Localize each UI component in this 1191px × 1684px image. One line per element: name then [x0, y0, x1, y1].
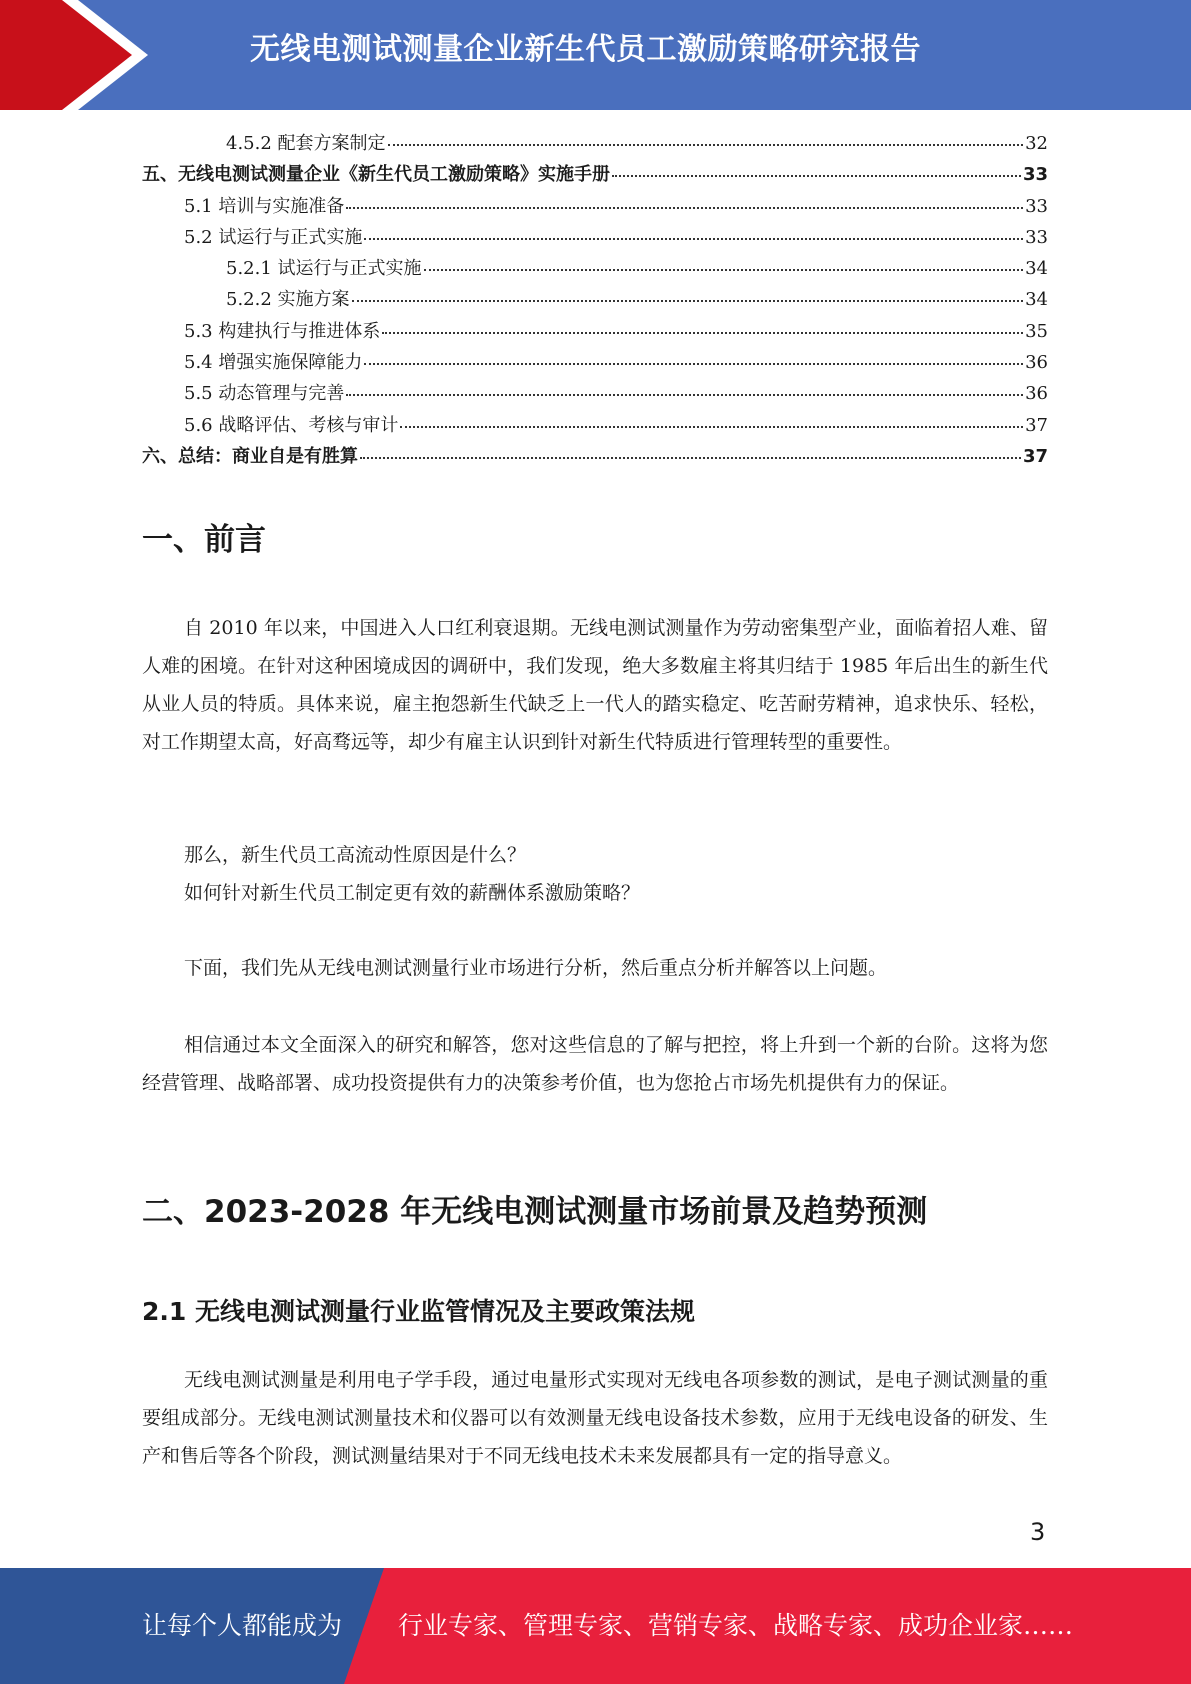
toc-entry-page: 37 [1025, 414, 1048, 436]
toc-entry-title: 5.2 试运行与正式实施 [184, 226, 363, 248]
section-heading-preface: 一、前言 [142, 522, 266, 558]
preface-question-1: 那么，新生代员工高流动性原因是什么？ [184, 844, 527, 866]
toc-entry-page: 34 [1025, 289, 1048, 311]
toc-entry-page: 33 [1022, 164, 1048, 186]
toc-leader-dots [360, 457, 1021, 459]
table-of-contents [142, 129, 1048, 473]
toc-entry-title: 4.5.2 配套方案制定 [226, 133, 386, 154]
toc-leader-dots [388, 144, 1024, 146]
footer-slogan-right: 行业专家、管理专家、营销专家、战略专家、成功企业家…… [398, 1611, 1074, 1640]
section-heading-market-outlook: 二、2023-2028 年无线电测试测量市场前景及趋势预测 [142, 1194, 928, 1230]
toc-entry-title: 5.3 构建执行与推进体系 [184, 320, 381, 342]
toc-leader-dots [352, 300, 1024, 302]
toc-entry-title: 5.2.1 试运行与正式实施 [226, 258, 422, 280]
page-footer [0, 1568, 1191, 1684]
toc-entry-title: 5.4 增强实施保障能力 [184, 352, 363, 374]
toc-entry-title: 5.6 战略评估、考核与审计 [184, 414, 399, 436]
preface-paragraph-1: 自 2010 年以来，中国进入人口红利衰退期。无线电测试测量作为劳动密集型产业，面临着招人难、留人难的困境。在针对这种困境成因的调研中，我们发现，绝大多数雇主将其归结于 1985 年后出生的新生代从业人员的特质。具体来说，雇主抱怨新生代缺乏上一代人的踏实稳定、吃苦耐劳精神，追求快乐、轻松，对工作期望太高，好高骛远等，却少有雇主认识到针对新生代特质进行管理转型的重要性。 [142, 617, 1048, 753]
toc-entry[interactable] [142, 442, 1048, 473]
toc-entry[interactable] [142, 254, 1048, 285]
toc-entry-page: 33 [1025, 195, 1048, 217]
preface-question-2: 如何针对新生代员工制定更有效的薪酬体系激励策略？ [184, 882, 641, 904]
toc-leader-dots [364, 363, 1023, 365]
toc-leader-dots [346, 207, 1023, 209]
toc-entry-page: 32 [1025, 133, 1048, 154]
page-header [0, 0, 1191, 110]
toc-leader-dots [364, 238, 1023, 240]
report-title: 无线电测试测量企业新生代员工激励策略研究报告 [250, 32, 921, 67]
toc-entry-title: 六、总结：商业自是有胜算 [142, 445, 358, 467]
toc-entry[interactable] [142, 348, 1048, 379]
subsection-heading-regulation: 2.1 无线电测试测量行业监管情况及主要政策法规 [142, 1297, 695, 1326]
toc-entry-title: 5.1 培训与实施准备 [184, 195, 345, 217]
toc-entry[interactable] [142, 317, 1048, 348]
toc-entry[interactable] [142, 129, 1048, 160]
toc-entry[interactable] [142, 192, 1048, 223]
toc-entry-page: 36 [1025, 352, 1048, 374]
toc-leader-dots [382, 332, 1023, 334]
toc-entry[interactable] [142, 285, 1048, 316]
page-number: 3 [1030, 1518, 1046, 1546]
toc-leader-dots [346, 394, 1023, 396]
toc-entry[interactable] [142, 160, 1048, 191]
toc-entry[interactable] [142, 223, 1048, 254]
toc-entry-page: 36 [1025, 383, 1048, 405]
toc-entry-page: 35 [1025, 320, 1048, 342]
toc-leader-dots [424, 269, 1024, 271]
footer-slogan-left: 让每个人都能成为 [142, 1611, 343, 1640]
toc-entry-title: 5.5 动态管理与完善 [184, 383, 345, 405]
toc-entry[interactable] [142, 411, 1048, 442]
toc-entry-page: 37 [1022, 445, 1048, 467]
preface-paragraph-2: 下面，我们先从无线电测试测量行业市场进行分析，然后重点分析并解答以上问题。 [184, 957, 888, 979]
toc-leader-dots [400, 426, 1023, 428]
preface-paragraph-3: 相信通过本文全面深入的研究和解答，您对这些信息的了解与把控，将上升到一个新的台阶。这将为您经营管理、战略部署、成功投资提供有力的决策参考价值，也为您抢占市场先机提供有力的保证。 [142, 1034, 1048, 1094]
toc-entry[interactable] [142, 379, 1048, 410]
regulation-paragraph-1: 无线电测试测量是利用电子学手段，通过电量形式实现对无线电各项参数的测试，是电子测试测量的重要组成部分。无线电测试测量技术和仪器可以有效测量无线电设备技术参数，应用于无线电设备的研发、生产和售后等各个阶段，测试测量结果对于不同无线电技术未来发展都具有一定的指导意义。 [142, 1369, 1048, 1467]
toc-entry-title: 5.2.2 实施方案 [226, 289, 350, 311]
toc-leader-dots [612, 175, 1021, 177]
toc-entry-page: 34 [1025, 258, 1048, 280]
toc-entry-page: 33 [1025, 226, 1048, 248]
toc-entry-title: 五、无线电测试测量企业《新生代员工激励策略》实施手册 [142, 164, 610, 186]
